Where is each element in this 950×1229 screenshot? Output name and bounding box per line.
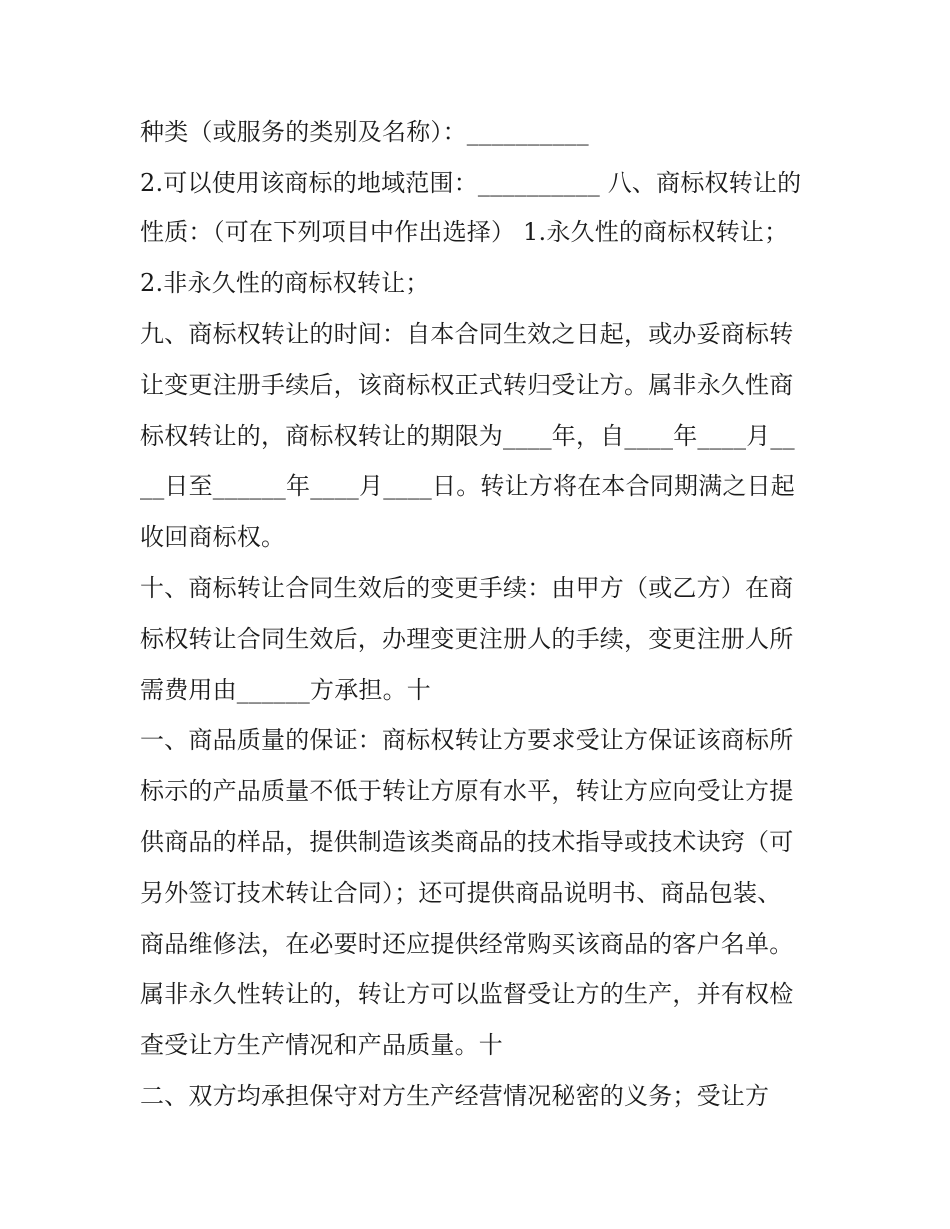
text-line: 2.可以使用该商标的地域范围：__________ 八、商标权转让的 (140, 169, 802, 197)
text-line: 种类（或服务的类别及名称）：__________ (140, 118, 589, 146)
text-line: 性质：（可在下列项目中作出选择） 1.永久性的商标权转让； (140, 218, 789, 246)
text-line: 属非永久性转让的，转让方可以监督受让方的生产，并有权检 (140, 980, 794, 1008)
text-line: 商品维修法，在必要时还应提供经常购买该商品的客户名单。 (140, 930, 794, 958)
text-line: 需费用由______方承担。十 (140, 676, 431, 704)
text-line: 供商品的样品，提供制造该类商品的技术指导或技术诀窍（可 (140, 828, 794, 856)
text-line: 标权转让合同生效后，办理变更注册人的手续，变更注册人所 (140, 625, 794, 653)
text-line: 标权转让的，商标权转让的期限为____年，自____年____月__ (140, 422, 795, 450)
text-line: 二、双方均承担保守对方生产经营情况秘密的义务；受让方 (140, 1082, 770, 1110)
text-line: 查受让方生产情况和产品质量。十 (140, 1031, 503, 1059)
text-line: 收回商标权。 (140, 523, 286, 551)
text-line: 十、商标转让合同生效后的变更手续：由甲方（或乙方）在商 (140, 574, 794, 602)
text-line: 2.非永久性的商标权转让； (140, 269, 430, 297)
text-line: 一、商品质量的保证：商标权转让方要求受让方保证该商标所 (140, 726, 794, 754)
text-line: 另外签订技术转让合同）；还可提供商品说明书、商品包装、 (140, 879, 782, 907)
text-line: 九、商标权转让的时间：自本合同生效之日起，或办妥商标转 (140, 320, 794, 348)
text-line: 标示的产品质量不低于转让方原有水平，转让方应向受让方提 (140, 777, 794, 805)
text-line: __日至______年____月____日。转让方将在本合同期满之日起 (140, 472, 795, 500)
text-line: 让变更注册手续后，该商标权正式转归受让方。属非永久性商 (140, 371, 794, 399)
